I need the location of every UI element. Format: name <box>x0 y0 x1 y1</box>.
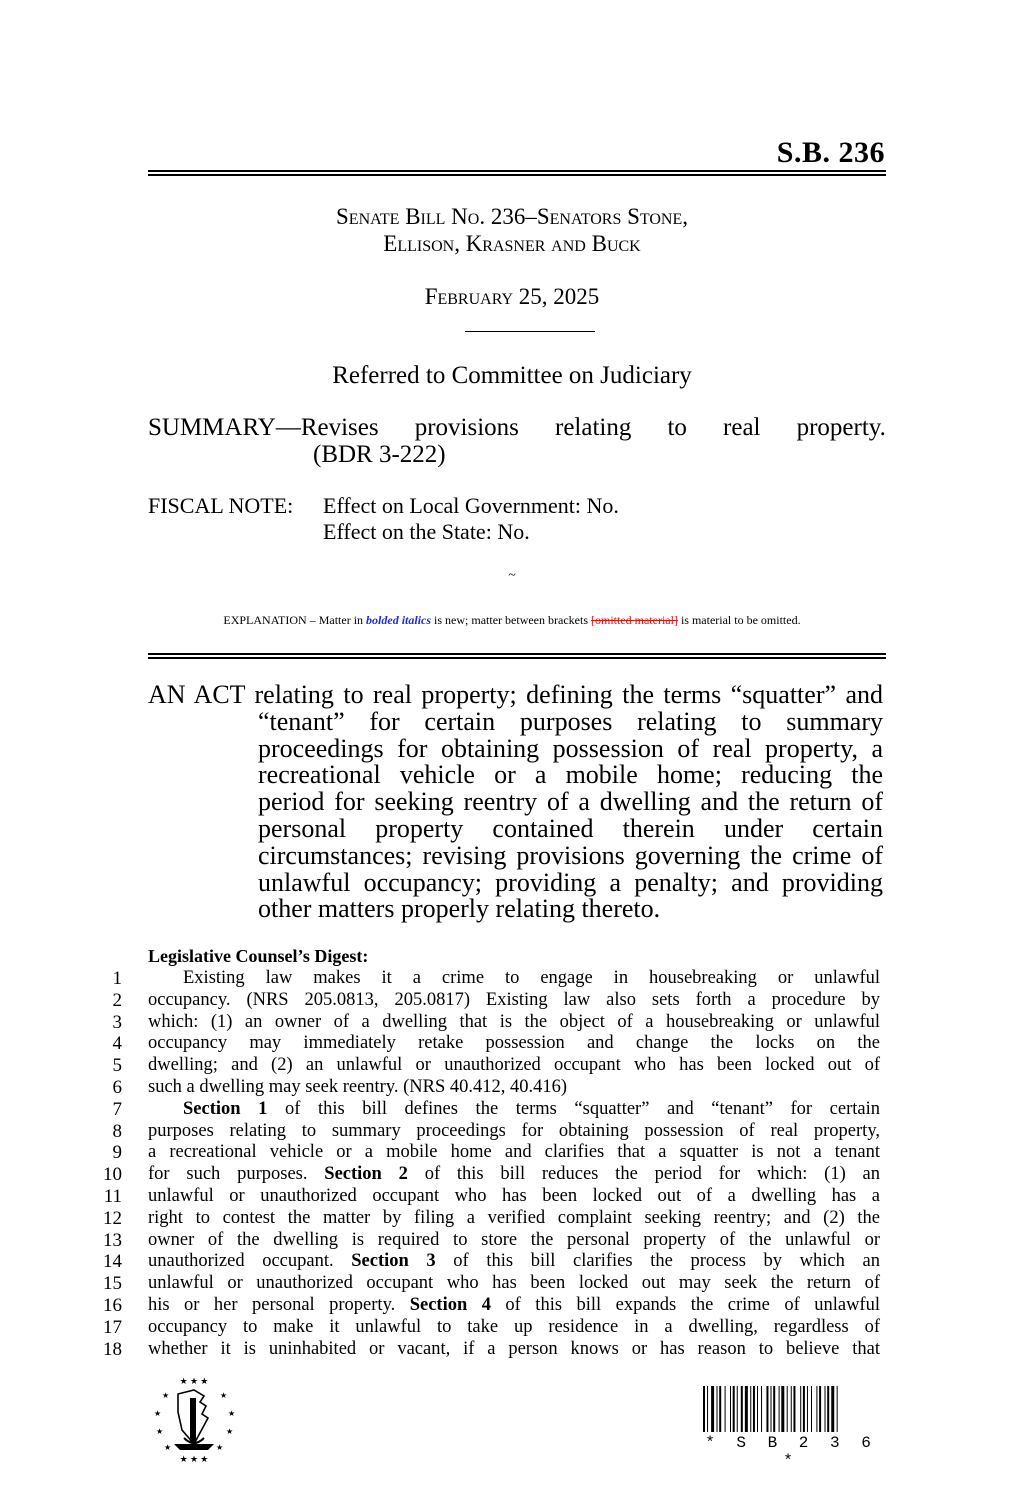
digest-line <box>0 968 1024 990</box>
barcode-bar <box>779 1386 780 1432</box>
line-number: 18 <box>103 1338 122 1360</box>
explanation-prefix: EXPLANATION – Matter in <box>223 613 364 627</box>
barcode-bar <box>773 1386 775 1432</box>
svg-text:★: ★ <box>156 1427 164 1436</box>
explanation-suffix: is material to be omitted. <box>680 613 801 627</box>
barcode-bar <box>825 1386 826 1432</box>
act-line: unlawful occupancy; providing a penalty; and providing <box>258 867 883 897</box>
digest-text-body: a recreational vehicle or a mobile home and clarifies that a squatter is not a tenant <box>148 1142 880 1163</box>
barcode-bar <box>725 1386 726 1432</box>
barcode-bar <box>766 1386 768 1432</box>
digest-line <box>0 1012 1024 1034</box>
digest-text <box>148 1230 880 1252</box>
barcode-bar <box>730 1386 731 1432</box>
digest-text-pre: his or her personal property. <box>148 1294 410 1315</box>
digest-line <box>0 1186 1024 1208</box>
barcode-bar <box>781 1386 784 1432</box>
digest-text <box>148 1077 880 1099</box>
line-number: 17 <box>103 1316 122 1338</box>
digest-text-pre: unauthorized occupant. <box>148 1251 352 1272</box>
svg-text:★: ★ <box>228 1409 236 1418</box>
barcode-bar <box>750 1386 751 1432</box>
line-number: 4 <box>112 1033 122 1055</box>
line-number: 8 <box>112 1120 122 1142</box>
tilde-mark: ~ <box>508 568 516 583</box>
digest-line <box>0 1208 1024 1230</box>
barcode-bar <box>737 1386 738 1432</box>
digest-text-body: purposes relating to summary proceedings for obtaining possession of real property, <box>148 1120 880 1141</box>
digest-text <box>148 1251 880 1273</box>
committee-referral: Referred to Committee on Judiciary <box>332 362 692 389</box>
digest-line <box>0 1230 1024 1252</box>
barcode-bar <box>745 1386 748 1432</box>
line-number: 2 <box>112 989 122 1011</box>
nevada-seal-icon <box>148 1372 240 1464</box>
digest-line <box>0 1142 1024 1164</box>
line-number: 10 <box>103 1164 122 1186</box>
line-number: 9 <box>112 1142 122 1164</box>
digest-line <box>0 1317 1024 1339</box>
barcode-bar <box>703 1386 705 1432</box>
digest-text <box>148 1033 880 1055</box>
digest-text-body: of this bill clarifies the process by which an <box>435 1251 880 1272</box>
barcode-bar <box>711 1386 714 1432</box>
barcode-bar <box>791 1386 792 1432</box>
digest-text-body: of this bill expands the crime of unlawful <box>490 1294 880 1315</box>
barcode <box>703 1386 879 1432</box>
line-number: 16 <box>103 1294 122 1316</box>
svg-text:★ ★ ★: ★ ★ ★ <box>179 1454 209 1464</box>
line-number: 7 <box>112 1098 122 1120</box>
bill-title-line-1: Senate Bill No. 236–Senators Stone, <box>336 204 688 229</box>
barcode-bar <box>831 1386 834 1432</box>
digest-text-body: Existing law makes it a crime to engage in housebreaking or unlawful <box>183 968 880 988</box>
fiscal-note-label: FISCAL NOTE: <box>148 493 294 518</box>
line-number: 14 <box>103 1251 122 1273</box>
summary-word: provisions <box>414 414 519 441</box>
act-line: AN ACT relating to real property; defining the terms “squatter” and <box>148 680 883 709</box>
digest-line <box>0 1055 1024 1077</box>
explanation-new-text: bolded italics <box>366 613 432 627</box>
explanation-note <box>0 613 1024 628</box>
barcode-bar <box>807 1386 808 1432</box>
line-number: 5 <box>112 1055 122 1077</box>
digest-text <box>148 1186 880 1208</box>
line-number: 6 <box>112 1076 122 1098</box>
barcode-bar <box>741 1386 743 1432</box>
digest-text-body: occupancy to make it unlawful to take up residence in a dwelling, regardless of <box>148 1316 880 1337</box>
digest-line <box>0 1251 1024 1273</box>
digest-line <box>0 1121 1024 1143</box>
bill-title-line-2: Ellison, Krasner and Buck <box>383 231 641 256</box>
digest-text-body: unlawful or unauthorized occupant who has been locked out may seek the return of <box>148 1273 880 1294</box>
line-number: 11 <box>103 1185 122 1207</box>
summary-word: property. <box>796 414 886 441</box>
barcode-bar <box>717 1386 718 1432</box>
summary-word: relating <box>555 414 632 441</box>
digest-line <box>0 1273 1024 1295</box>
digest-text <box>148 1317 880 1339</box>
barcode-bar <box>733 1386 735 1432</box>
section-reference: Section 1 <box>183 1098 268 1119</box>
digest-text <box>148 1142 880 1164</box>
line-number: 12 <box>103 1207 122 1229</box>
svg-text:★: ★ <box>216 1443 224 1452</box>
summary-bdr: (BDR 3-222) <box>313 441 446 468</box>
digest-text-body: occupancy may immediately retake possession and change the locks on the <box>148 1033 880 1054</box>
digest-line <box>0 1295 1024 1317</box>
summary-word: to <box>667 414 687 441</box>
digest-text-body: such a dwelling may seek reentry. (NRS 40.412, 40.416) <box>148 1076 568 1097</box>
bill-date: February 25, 2025 <box>424 284 600 309</box>
section-reference: Section 2 <box>324 1164 408 1185</box>
digest-text <box>148 1295 880 1317</box>
date-rule <box>465 331 595 332</box>
act-line: circumstances; revising provisions governing the crime of <box>258 840 883 870</box>
digest-text <box>148 990 880 1012</box>
digest-line <box>0 1339 1024 1361</box>
summary <box>148 414 886 468</box>
digest-line <box>0 990 1024 1012</box>
barcode-bar <box>719 1386 721 1432</box>
act-title <box>148 682 883 923</box>
barcode-bar <box>827 1386 829 1432</box>
barcode-bar <box>811 1386 812 1432</box>
act-line: period for seeking reentry of a dwelling and the return of <box>258 787 883 817</box>
fiscal-note <box>148 493 619 545</box>
barcode-bar <box>837 1386 838 1432</box>
digest-text-body: of this bill reduces the period for which: (1) an <box>407 1164 880 1185</box>
header-double-rule <box>148 170 886 176</box>
digest-heading: Legislative Counsel’s Digest: <box>148 946 369 966</box>
digest-text <box>148 1339 880 1361</box>
digest-text-body: right to contest the matter by filing a verified complaint seeking reentry; and (2) the <box>148 1207 880 1228</box>
digest-text <box>148 1208 880 1230</box>
explanation-middle: is new; matter between brackets <box>434 613 588 627</box>
line-number: 3 <box>112 1011 122 1033</box>
digest-text <box>148 968 880 990</box>
svg-text:★: ★ <box>154 1409 162 1418</box>
bill-number: S.B. 236 <box>776 136 885 169</box>
barcode-bar <box>793 1386 795 1432</box>
digest-text <box>148 1012 880 1034</box>
digest-text-body: unlawful or unauthorized occupant who has been locked out of a dwelling has a <box>148 1185 880 1206</box>
line-number: 15 <box>103 1273 122 1295</box>
section-reference: Section 4 <box>409 1294 491 1315</box>
digest-text <box>148 1099 880 1121</box>
digest-text-body: of this bill defines the terms “squatter” and “tenant” for certain <box>267 1098 880 1119</box>
digest-text <box>148 1055 880 1077</box>
barcode-bar <box>800 1386 801 1432</box>
digest-text-body: which: (1) an owner of a dwelling that is the object of a housebreaking or unlawful <box>148 1011 880 1032</box>
barcode-bar <box>803 1386 805 1432</box>
digest-line <box>0 1164 1024 1186</box>
svg-text:★ ★ ★: ★ ★ ★ <box>179 1376 209 1386</box>
act-line: proceedings for obtaining possession of real property, a <box>258 733 883 763</box>
barcode-bar <box>761 1386 762 1432</box>
svg-text:★: ★ <box>162 1391 170 1400</box>
digest-text-pre: for such purposes. <box>148 1164 325 1185</box>
digest-line <box>0 1033 1024 1055</box>
summary-label: SUMMARY—Revises <box>148 414 379 441</box>
digest-text-body: whether it is uninhabited or vacant, if a person knows or has reason to believe that <box>148 1338 880 1359</box>
barcode-bar <box>771 1386 772 1432</box>
line-number: 13 <box>103 1229 122 1251</box>
digest-line <box>0 1077 1024 1099</box>
barcode-text: * S B 2 3 6 * <box>705 1434 877 1470</box>
digest-text-body: dwelling; and (2) an unlawful or unauthorized occupant who has been locked out of <box>148 1055 880 1076</box>
svg-text:★: ★ <box>164 1443 172 1452</box>
fiscal-state: Effect on the State: No. <box>323 519 530 544</box>
act-line: other matters properly relating thereto. <box>258 894 661 924</box>
digest-text-body: owner of the dwelling is required to store the personal property of the unlawful or <box>148 1229 880 1250</box>
act-line: recreational vehicle or a mobile home; reducing the <box>258 760 883 790</box>
section-reference: Section 3 <box>351 1251 436 1272</box>
barcode-bar <box>816 1386 817 1432</box>
digest-text <box>148 1273 880 1295</box>
fiscal-local: Effect on Local Government: No. <box>323 493 619 518</box>
act-line: “tenant” for certain purposes relating to summary <box>258 706 883 736</box>
digest-body <box>0 968 1024 1360</box>
explanation-double-rule <box>148 653 886 659</box>
act-line: personal property contained therein under certain <box>258 813 883 843</box>
barcode-bar <box>707 1386 708 1432</box>
svg-text:★: ★ <box>220 1391 228 1400</box>
svg-text:★: ★ <box>226 1427 234 1436</box>
line-number: 1 <box>112 968 122 989</box>
barcode-bar <box>787 1386 788 1432</box>
digest-text <box>148 1121 880 1143</box>
digest-text-body: occupancy. (NRS 205.0813, 205.0817) Existing law also sets forth a procedure by <box>148 989 880 1010</box>
explanation-omit-text: [omitted material] <box>590 613 678 627</box>
digest-line <box>0 1099 1024 1121</box>
digest-text <box>148 1164 880 1186</box>
summary-word: real <box>723 414 761 441</box>
barcode-bar <box>753 1386 755 1432</box>
barcode-bar <box>757 1386 758 1432</box>
barcode-bar <box>819 1386 821 1432</box>
